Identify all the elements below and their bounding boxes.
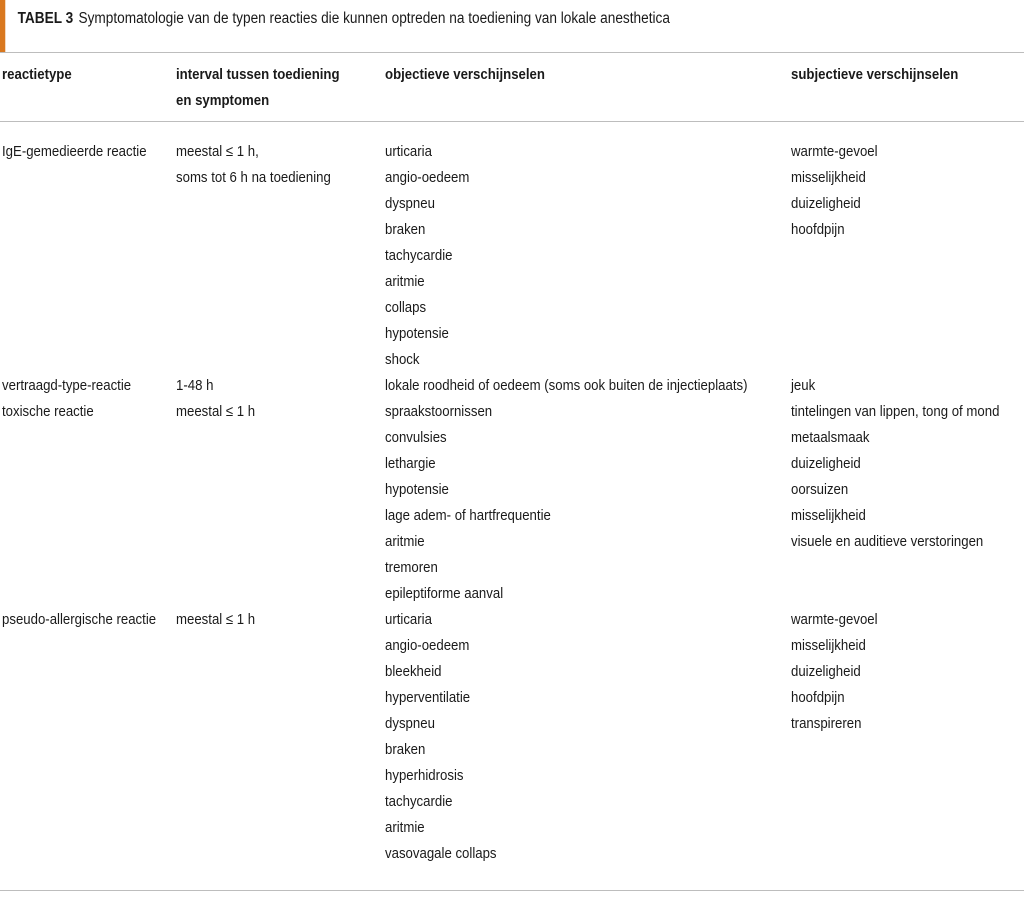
cell-line: lokale roodheid of oedeem (soms ook buiten de injectieplaats) [385,377,748,394]
cell-line: pseudo-allergische reactie [2,611,157,628]
cell-line: braken [385,741,426,758]
cell-line: tremoren [385,559,438,576]
cell-line: urticaria [385,143,432,160]
cell-interval [176,607,255,633]
cell-line: visuele en auditieve verstoringen [791,533,984,550]
cell-line: shock [385,351,420,368]
cell-line: meestal ≤ 1 h [176,403,256,420]
cell-line: lethargie [385,455,436,472]
cell-line: duizeligheid [791,455,861,472]
table-title: Symptomatologie van de typen reacties die kunnen optreden na toediening van lokale anesthetica [78,10,670,27]
cell-line: hypotensie [385,325,449,342]
cell-line: convulsies [385,429,447,446]
header-divider [0,121,1024,122]
header-interval: interval tussen toediening en symptomen [176,66,340,109]
cell-line: jeuk [791,377,816,394]
top-divider [0,52,1024,53]
cell-line: metaalsmaak [791,429,870,446]
cell-line: meestal ≤ 1 h, [176,143,259,160]
cell-line: duizeligheid [791,195,861,212]
cell-reactietype [2,607,156,633]
table-header [0,62,1024,114]
cell-line: vertraagd-type-reactie [2,377,132,394]
cell-interval [176,399,255,425]
cell-line: hoofdpijn [791,689,845,706]
bottom-divider [0,890,1024,891]
cell-line: IgE-gemedieerde reactie [2,143,147,160]
cell-subjectief [791,139,878,243]
cell-line: aritmie [385,819,425,836]
header-objectief: objectieve verschijnselen [385,66,545,83]
cell-line: vasovagale collaps [385,845,497,862]
cell-line: spraakstoornissen [385,403,493,420]
cell-interval [176,373,213,399]
cell-line: braken [385,221,426,238]
header-subjectief: subjectieve verschijnselen [791,66,959,83]
table-label: TABEL 3 [17,10,74,27]
cell-line: tintelingen van lippen, tong of mond [791,403,1000,420]
cell-line: urticaria [385,611,432,628]
cell-line: warmte-gevoel [791,611,878,628]
table-row [0,139,1024,373]
cell-subjectief [791,607,878,737]
cell-line: hyperventilatie [385,689,471,706]
cell-line: aritmie [385,533,425,550]
table-row [0,399,1024,607]
cell-line: toxische reactie [2,403,94,420]
cell-line: hoofdpijn [791,221,845,238]
cell-interval [176,139,331,191]
cell-line: angio-oedeem [385,637,470,654]
cell-line: soms tot 6 h na toediening [176,169,331,186]
cell-line: warmte-gevoel [791,143,878,160]
header-reactietype: reactietype [2,66,72,83]
cell-line: dyspneu [385,195,435,212]
cell-objectief [385,607,497,867]
cell-line: dyspneu [385,715,435,732]
cell-line: meestal ≤ 1 h [176,611,256,628]
cell-line: collaps [385,299,427,316]
table-row [0,607,1024,867]
cell-line: bleekheid [385,663,442,680]
cell-line: tachycardie [385,247,453,264]
table-row [0,373,1024,399]
cell-line: misselijkheid [791,507,866,524]
table-body [0,139,1024,867]
cell-line: epileptiforme aanval [385,585,504,602]
cell-line: 1-48 h [176,377,214,394]
cell-line: aritmie [385,273,425,290]
table-caption [0,0,901,52]
cell-line: lage adem- of hartfrequentie [385,507,551,524]
cell-line: duizeligheid [791,663,861,680]
cell-line: tachycardie [385,793,453,810]
cell-line: angio-oedeem [385,169,470,186]
cell-reactietype [2,399,94,425]
cell-line: hyperhidrosis [385,767,464,784]
cell-objectief [385,373,747,399]
cell-line: hypotensie [385,481,449,498]
cell-objectief [385,139,469,373]
cell-line: oorsuizen [791,481,849,498]
cell-subjectief [791,399,999,555]
cell-reactietype [2,139,147,165]
cell-line: misselijkheid [791,637,866,654]
cell-line: transpireren [791,715,862,732]
cell-objectief [385,399,551,607]
cell-reactietype [2,373,131,399]
cell-line: misselijkheid [791,169,866,186]
cell-subjectief [791,373,815,399]
